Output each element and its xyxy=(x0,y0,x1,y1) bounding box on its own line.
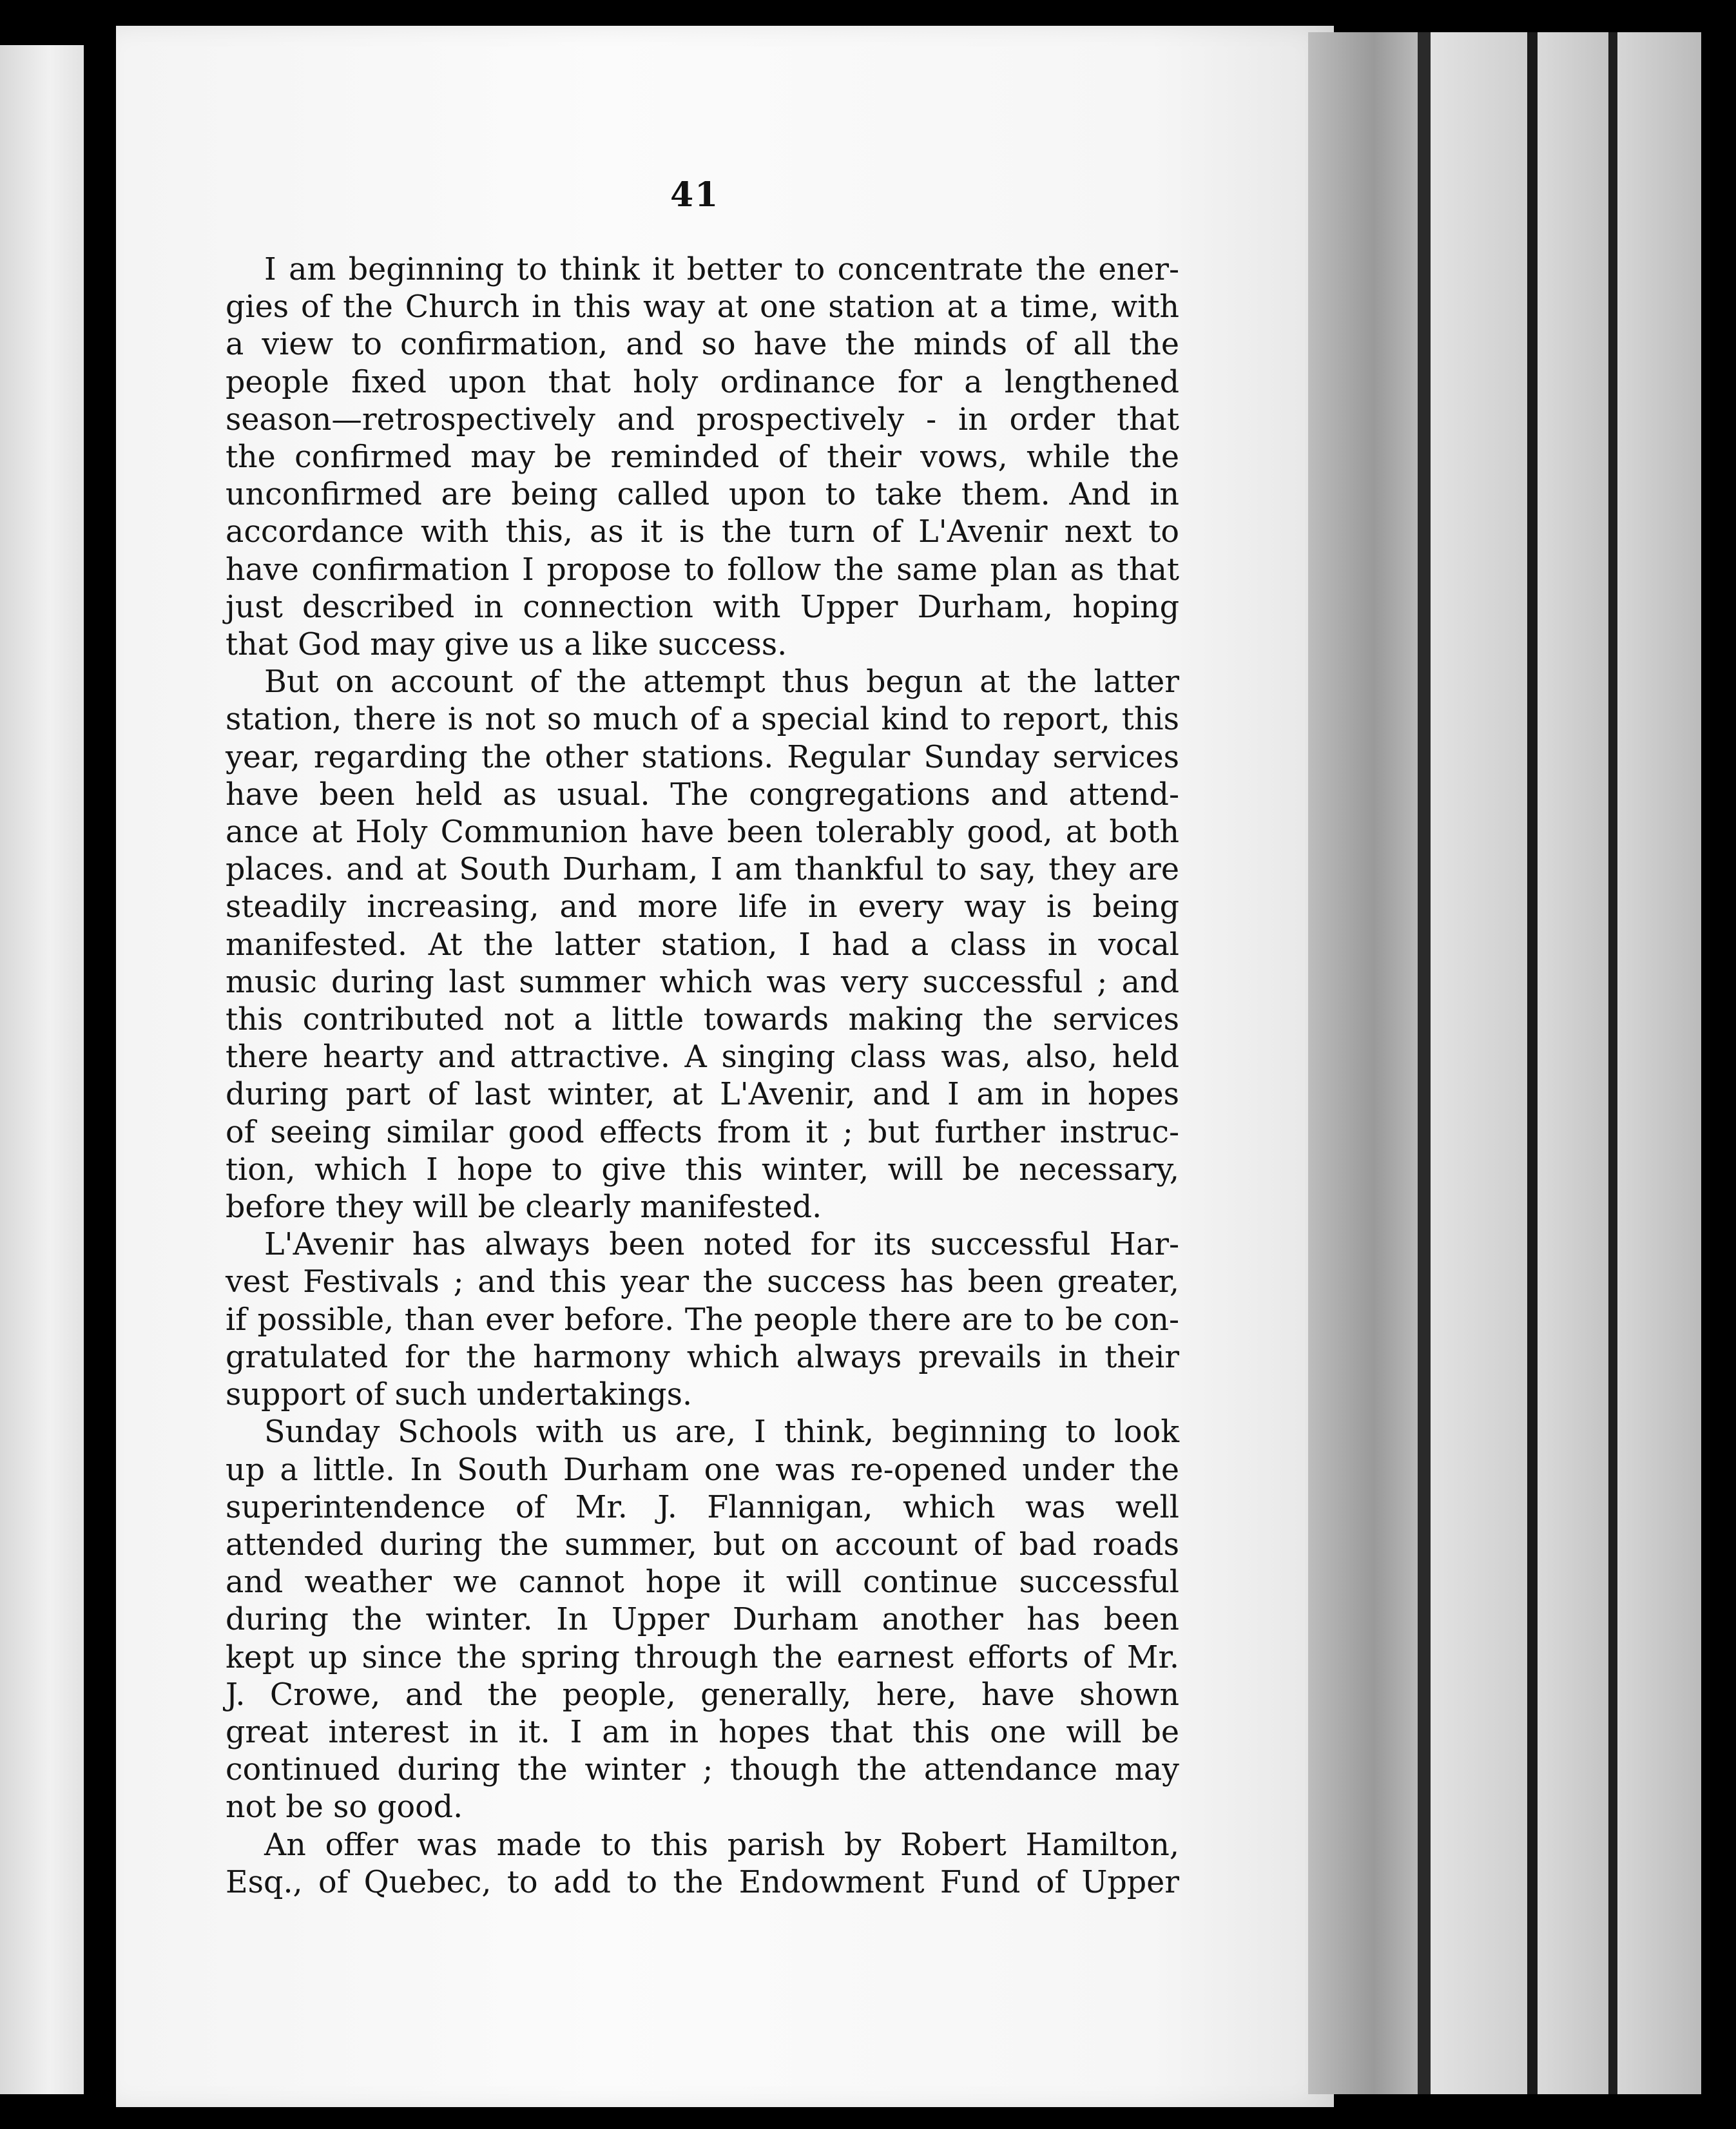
text-line: year, regarding the other stations. Regular Sunday services xyxy=(226,739,1179,775)
text-line: during the winter. In Upper Durham another has been xyxy=(226,1602,1179,1638)
text-line: not be so good. xyxy=(226,1789,463,1826)
text-line: a view to confirmation, and so have the minds of all the xyxy=(226,327,1179,363)
page-number: 41 xyxy=(670,175,720,215)
text-line: manifested. At the latter station, I had a class in vocal xyxy=(226,927,1179,963)
page-stack-gap xyxy=(1527,32,1538,2094)
page-stack-edge xyxy=(1431,32,1527,2094)
text-line: if possible, than ever before. The people there are to be con- xyxy=(226,1302,1179,1338)
text-line: have been held as usual. The congregations and attend- xyxy=(226,776,1179,813)
page-stack-gap xyxy=(1418,32,1431,2094)
text-line: great interest in it. I am in hopes that this one will be xyxy=(226,1714,1179,1750)
text-line: kept up since the spring through the earnest efforts of Mr. xyxy=(226,1639,1179,1675)
text-line: of seeing similar good effects from it ; but further instruc- xyxy=(226,1114,1179,1150)
page-stack-edge xyxy=(1617,32,1701,2094)
text-line: Esq., of Quebec, to add to the Endowment Fund of Upper xyxy=(226,1864,1179,1900)
paragraph xyxy=(226,1827,1179,1902)
text-line: But on account of the attempt thus begun at the latter xyxy=(264,664,1179,700)
page-stack-edge xyxy=(1308,32,1418,2094)
text-line: that God may give us a like success. xyxy=(226,627,787,663)
text-line: vest Festivals ; and this year the success has been greater, xyxy=(226,1264,1179,1300)
text-line: gies of the Church in this way at one station at a time, with xyxy=(226,289,1179,325)
text-line: season—retrospectively and prospectively - in order that xyxy=(226,401,1179,438)
text-line: An offer was made to this parish by Robert Hamilton, xyxy=(264,1827,1179,1863)
text-line: gratulated for the harmony which always prevails in their xyxy=(226,1339,1179,1375)
text-line: before they will be clearly manifested. xyxy=(226,1190,822,1226)
text-line: Sunday Schools with us are, I think, beginning to look xyxy=(264,1414,1179,1450)
text-line: music during last summer which was very successful ; and xyxy=(226,964,1179,1000)
text-line: support of such undertakings. xyxy=(226,1377,693,1413)
paragraph xyxy=(226,251,1179,664)
text-line: accordance with this, as it is the turn of L'Avenir next to xyxy=(226,514,1179,550)
paragraph xyxy=(226,1226,1179,1414)
paragraph xyxy=(226,664,1179,1226)
text-line: attended during the summer, but on account of bad roads xyxy=(226,1527,1179,1563)
facing-page-edge xyxy=(0,45,84,2094)
body-text xyxy=(226,251,1179,1902)
text-line: unconfirmed are being called upon to take them. And in xyxy=(226,477,1179,513)
text-line: places. and at South Durham, I am thankful to say, they are xyxy=(226,852,1179,888)
text-line: steadily increasing, and more life in every way is being xyxy=(226,889,1179,925)
text-line: superintendence of Mr. J. Flannigan, which was well xyxy=(226,1489,1179,1525)
text-line: people fixed upon that holy ordinance for a lengthened xyxy=(226,364,1179,400)
text-line: station, there is not so much of a special kind to report, this xyxy=(226,702,1179,738)
text-line: I am beginning to think it better to concentrate the ener- xyxy=(264,252,1179,287)
text-line: there hearty and attractive. A singing class was, also, held xyxy=(226,1039,1179,1075)
text-line: tion, which I hope to give this winter, will be necessary, xyxy=(226,1151,1179,1188)
page-stack-gap xyxy=(1608,32,1617,2094)
text-line: during part of last winter, at L'Avenir, and I am in hopes xyxy=(226,1077,1179,1113)
text-line: ance at Holy Communion have been tolerably good, at both xyxy=(226,814,1179,851)
text-line: up a little. In South Durham one was re-opened under the xyxy=(226,1452,1179,1488)
text-line: L'Avenir has always been noted for its successful Har- xyxy=(264,1227,1179,1263)
text-line: J. Crowe, and the people, generally, here, have shown xyxy=(226,1677,1179,1713)
text-line: the confirmed may be reminded of their vows, while the xyxy=(226,439,1179,476)
text-line: continued during the winter ; though the attendance may xyxy=(226,1752,1179,1788)
text-line: this contributed not a little towards making the services xyxy=(226,1002,1179,1038)
page-stack-edge xyxy=(1538,32,1608,2094)
text-line: just described in connection with Upper Durham, hoping xyxy=(226,589,1179,625)
paragraph xyxy=(226,1414,1179,1826)
text-line: have confirmation I propose to follow the same plan as that xyxy=(226,552,1179,588)
text-line: and weather we cannot hope it will continue successful xyxy=(226,1565,1179,1601)
